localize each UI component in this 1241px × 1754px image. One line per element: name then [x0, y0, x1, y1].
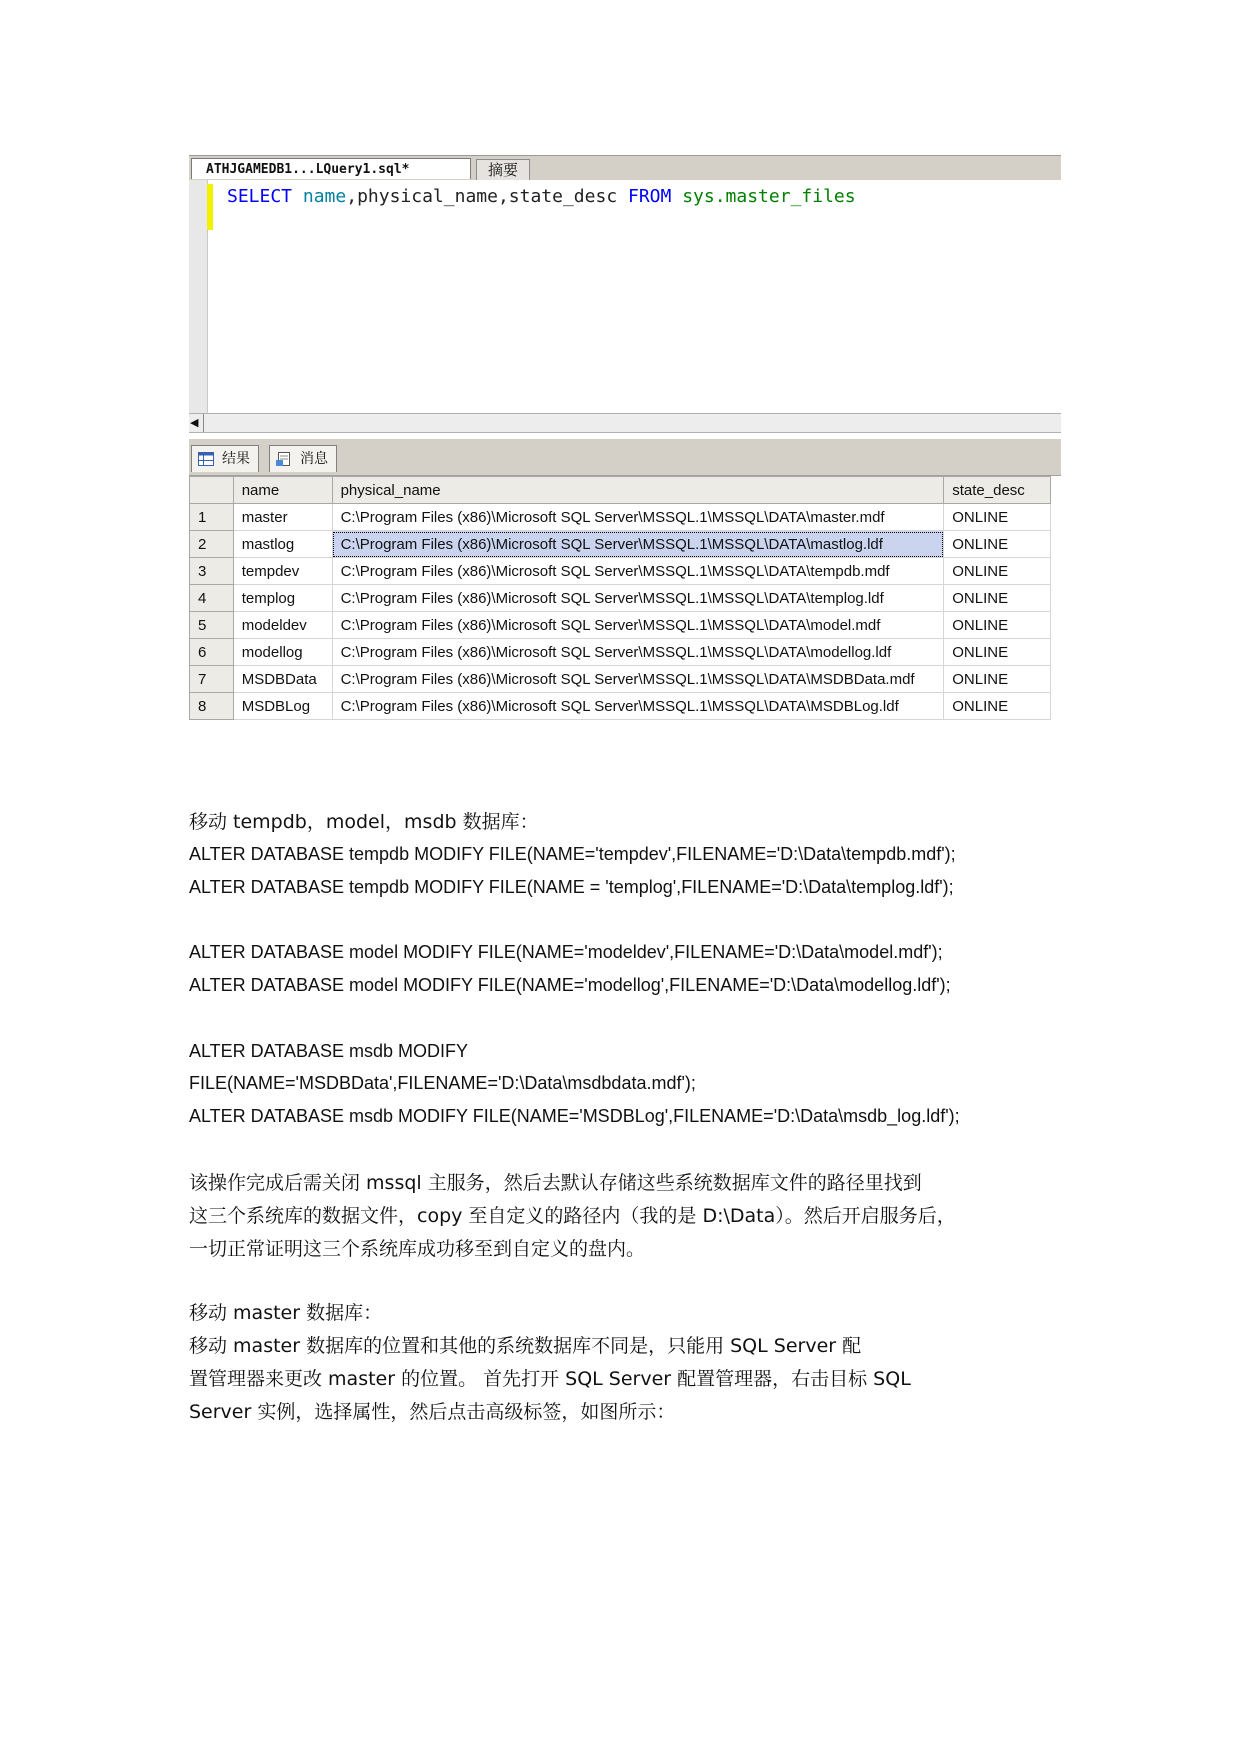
document-tab-bar — [189, 155, 1061, 181]
cell-name[interactable]: templog — [233, 585, 332, 612]
grid-corner[interactable] — [190, 477, 234, 504]
note-line-1: 该操作完成后需关闭 mssql 主服务，然后去默认存储这些系统数据库文件的路径里找到 — [189, 1172, 922, 1194]
cell-physical-name[interactable]: C:\Program Files (x86)\Microsoft SQL Server\MSSQL.1\MSSQL\DATA\MSDBData.mdf — [332, 666, 944, 693]
results-tab-bar — [189, 439, 1061, 476]
cell-physical-name[interactable]: C:\Program Files (x86)\Microsoft SQL Server\MSSQL.1\MSSQL\DATA\MSDBLog.ldf — [332, 693, 944, 720]
cell-name[interactable]: master — [233, 504, 332, 531]
heading-move-master: 移动 master 数据库： — [189, 1302, 383, 1324]
grid-header-row — [190, 477, 1051, 504]
cell-state[interactable]: ONLINE — [944, 666, 1051, 693]
note-line-3: 一切正常证明这三个系统库成功移至到自定义的盘内。 — [189, 1238, 646, 1260]
column-list: ,physical_name,state_desc — [346, 186, 628, 207]
sql-line-3: ALTER DATABASE model MODIFY FILE(NAME='modeldev',FILENAME='D:\Data\model.mdf'); — [189, 942, 943, 962]
sql-line-5: ALTER DATABASE msdb MODIFY — [189, 1041, 469, 1061]
cell-name[interactable]: modeldev — [233, 612, 332, 639]
row-number[interactable]: 5 — [190, 612, 234, 639]
sql-line-1: ALTER DATABASE tempdb MODIFY FILE(NAME='tempdev',FILENAME='D:\Data\tempdb.mdf'); — [189, 844, 956, 864]
sql-code-line — [227, 186, 856, 207]
ssms-screenshot — [189, 155, 1061, 735]
cell-state[interactable]: ONLINE — [944, 585, 1051, 612]
horizontal-scrollbar[interactable] — [189, 413, 1061, 433]
para-master-line-3: Server 实例，选择属性，然后点击高级标签，如图所示： — [189, 1401, 676, 1423]
table-row — [190, 531, 1051, 558]
cell-state[interactable]: ONLINE — [944, 531, 1051, 558]
sql-line-6: FILE(NAME='MSDBData',FILENAME='D:\Data\msdbdata.mdf'); — [189, 1073, 696, 1093]
table-row — [190, 612, 1051, 639]
row-number[interactable]: 4 — [190, 585, 234, 612]
message-icon — [276, 452, 292, 466]
row-number[interactable]: 2 — [190, 531, 234, 558]
table-row — [190, 639, 1051, 666]
para-master-line-2: 置管理器来更改 master 的位置。 首先打开 SQL Server 配置管理器，右击目标 SQL — [189, 1368, 911, 1390]
cell-state[interactable]: ONLINE — [944, 693, 1051, 720]
cell-state[interactable]: ONLINE — [944, 504, 1051, 531]
cell-name[interactable]: mastlog — [233, 531, 332, 558]
row-number[interactable]: 6 — [190, 639, 234, 666]
cell-physical-name[interactable]: C:\Program Files (x86)\Microsoft SQL Server\MSSQL.1\MSSQL\DATA\templog.ldf — [332, 585, 944, 612]
grid-icon — [198, 452, 214, 466]
column-header-physical-name[interactable]: physical_name — [332, 477, 944, 504]
change-marker — [207, 184, 213, 230]
tab-messages[interactable] — [269, 445, 337, 472]
table-row — [190, 585, 1051, 612]
column-header-name[interactable]: name — [233, 477, 332, 504]
editor-gutter — [189, 180, 208, 413]
cell-physical-name[interactable]: C:\Program Files (x86)\Microsoft SQL Server\MSSQL.1\MSSQL\DATA\master.mdf — [332, 504, 944, 531]
note-line-2: 这三个系统库的数据文件，copy 至自定义的路径内（我的是 D:\Data）。然后开启服务后， — [189, 1205, 956, 1227]
tab-summary[interactable]: 摘要 — [476, 159, 530, 180]
cell-state[interactable]: ONLINE — [944, 612, 1051, 639]
tab-results-label: 结果 — [222, 451, 250, 467]
cell-physical-name[interactable]: C:\Program Files (x86)\Microsoft SQL Server\MSSQL.1\MSSQL\DATA\modellog.ldf — [332, 639, 944, 666]
cell-name[interactable]: modellog — [233, 639, 332, 666]
row-number[interactable]: 8 — [190, 693, 234, 720]
row-number[interactable]: 7 — [190, 666, 234, 693]
row-number[interactable]: 3 — [190, 558, 234, 585]
cell-physical-name[interactable]: C:\Program Files (x86)\Microsoft SQL Server\MSSQL.1\MSSQL\DATA\model.mdf — [332, 612, 944, 639]
tab-query[interactable]: ATHJGAMEDB1...LQuery1.sql* — [191, 158, 471, 179]
cell-name[interactable]: MSDBLog — [233, 693, 332, 720]
tab-messages-label: 消息 — [300, 451, 328, 467]
source-table: sys.master_files — [682, 186, 856, 207]
sql-line-7: ALTER DATABASE msdb MODIFY FILE(NAME='MSDBLog',FILENAME='D:\Data\msdb_log.ldf'); — [189, 1106, 960, 1126]
cell-physical-name-selected[interactable]: C:\Program Files (x86)\Microsoft SQL Server\MSSQL.1\MSSQL\DATA\mastlog.ldf — [332, 531, 944, 558]
table-row — [190, 666, 1051, 693]
heading-move-system-dbs: 移动 tempdb，model，msdb 数据库： — [189, 811, 539, 833]
table-row — [190, 504, 1051, 531]
column-header-state-desc[interactable]: state_desc — [944, 477, 1051, 504]
keyword-select: SELECT — [227, 186, 293, 207]
cell-state[interactable]: ONLINE — [944, 639, 1051, 666]
cell-state[interactable]: ONLINE — [944, 558, 1051, 585]
row-number[interactable]: 1 — [190, 504, 234, 531]
column-name: name — [302, 186, 347, 207]
cell-name[interactable]: tempdev — [233, 558, 332, 585]
sql-line-4: ALTER DATABASE model MODIFY FILE(NAME='modellog',FILENAME='D:\Data\modellog.ldf'); — [189, 975, 951, 995]
keyword-from: FROM — [628, 186, 672, 207]
tab-results[interactable] — [191, 445, 259, 472]
sql-line-2: ALTER DATABASE tempdb MODIFY FILE(NAME = 'templog',FILENAME='D:\Data\templog.ldf'); — [189, 877, 954, 897]
table-row — [190, 693, 1051, 720]
cell-physical-name[interactable]: C:\Program Files (x86)\Microsoft SQL Server\MSSQL.1\MSSQL\DATA\tempdb.mdf — [332, 558, 944, 585]
results-grid — [189, 476, 1051, 720]
query-editor[interactable] — [189, 180, 1061, 413]
scroll-left-icon[interactable]: ◀ — [190, 416, 199, 429]
table-row — [190, 558, 1051, 585]
cell-name[interactable]: MSDBData — [233, 666, 332, 693]
para-master-line-1: 移动 master 数据库的位置和其他的系统数据库不同是，只能用 SQL Server 配 — [189, 1335, 862, 1357]
